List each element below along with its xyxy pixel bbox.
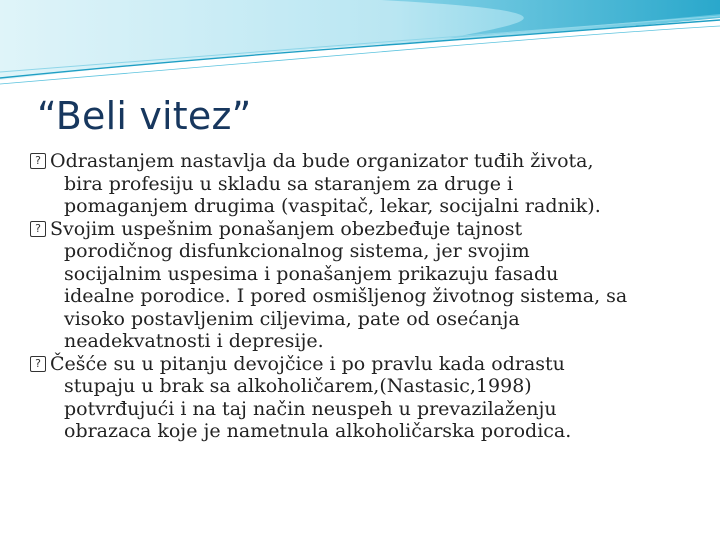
bullet-line: bira profesiju u skladu sa staranjem za druge i: [64, 172, 514, 195]
header-wave-decoration: [0, 0, 720, 95]
bullet-line: visoko postavljenim ciljevima, pate od osećanja: [64, 307, 520, 330]
bullet-item: [30, 150, 700, 218]
bullet-line: socijalnim uspesima i ponašanjem prikazuju fasadu: [64, 262, 559, 285]
bullet-line: Odrastanjem nastavlja da bude organizator tuđih života,: [50, 150, 594, 172]
missing-glyph-icon: ?: [30, 356, 46, 372]
missing-glyph-icon: ?: [30, 221, 46, 237]
slide-title: “Beli vitez”: [37, 94, 252, 138]
bullet-line: Češće su u pitanju devojčice i po pravlu kada odrastu: [50, 352, 565, 375]
bullet-line: idealne porodice. I pored osmišljenog životnog sistema, sa: [64, 285, 628, 307]
missing-glyph-icon: ?: [30, 153, 46, 169]
bullet-line: obrazaca koje je nametnula alkoholičarska porodica.: [64, 420, 572, 442]
bullet-line: stupaju u brak sa alkoholičarem,(Nastasic,1998): [64, 375, 532, 397]
bullet-line: potvrđujući i na taj način neuspeh u prevazilaženju: [64, 397, 557, 420]
bullet-item: [30, 353, 700, 443]
bullet-line: Svojim uspešnim ponašanjem obezbeđuje tajnost: [50, 217, 523, 240]
bullet-item: [30, 218, 700, 353]
bullet-line: neadekvatnosti i depresije.: [64, 330, 324, 352]
bullet-line: porodičnog disfunkcionalnog sistema, jer svojim: [64, 240, 530, 262]
bullet-line: pomaganjem drugima (vaspitač, lekar, socijalni radnik).: [64, 195, 601, 217]
slide-body: [30, 150, 700, 443]
